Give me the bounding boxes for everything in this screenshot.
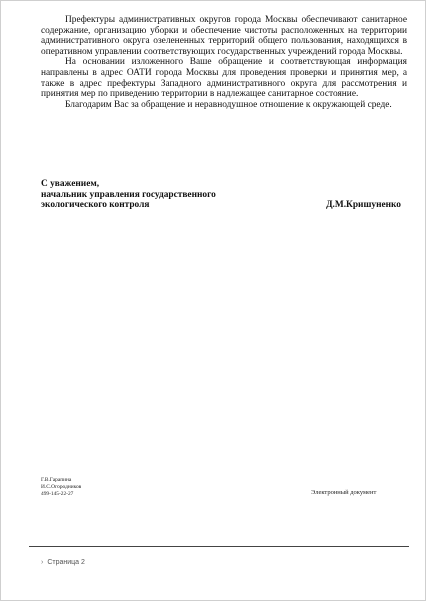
executor-name-2: И.С.Огородников <box>41 484 82 491</box>
paragraph-3: Благодарим Вас за обращение и неравнодушное отношение к окружающей среде. <box>65 99 392 110</box>
signature-block <box>41 179 401 211</box>
paragraph-1: Префектуры административных округов города Москвы обеспечивают санитарное содержание, организацию уборки и обеспечение чистоты расположенных на территории административного округа озелененных территорий общего пользования, находящихся в оперативном управлении соответствующих государственных учреждений города Москвы. <box>41 15 407 57</box>
page-number-footer <box>41 559 85 566</box>
executor-name-1: Г.В.Гарапина <box>41 477 72 483</box>
signatory-name: Д.М.Кришуненко <box>326 200 401 211</box>
electronic-document-label: Электронный документ <box>311 489 377 496</box>
signature-position-line2: экологического контроля <box>41 200 150 211</box>
signature-position-line1: начальник управления государственного <box>41 189 216 200</box>
chevron-right-icon: › <box>41 559 44 566</box>
paragraph-2: На основании изложенного Ваше обращение и соответствующая информация направлены в адрес ОАТИ города Москвы для проведения проверки и принятия мер, а также в адрес префектуры Западного административного округа для рассмотрения и принятия мер по приведению территории в надлежащее санитарное состояние. <box>41 57 407 100</box>
footer-divider <box>29 546 409 547</box>
letter-body <box>41 15 407 110</box>
executor-phone: 499-145-22-27 <box>41 491 74 498</box>
executor-info <box>41 477 81 499</box>
page-number-label: Страница 2 <box>47 559 85 566</box>
signature-greeting: С уважением, <box>41 179 100 189</box>
